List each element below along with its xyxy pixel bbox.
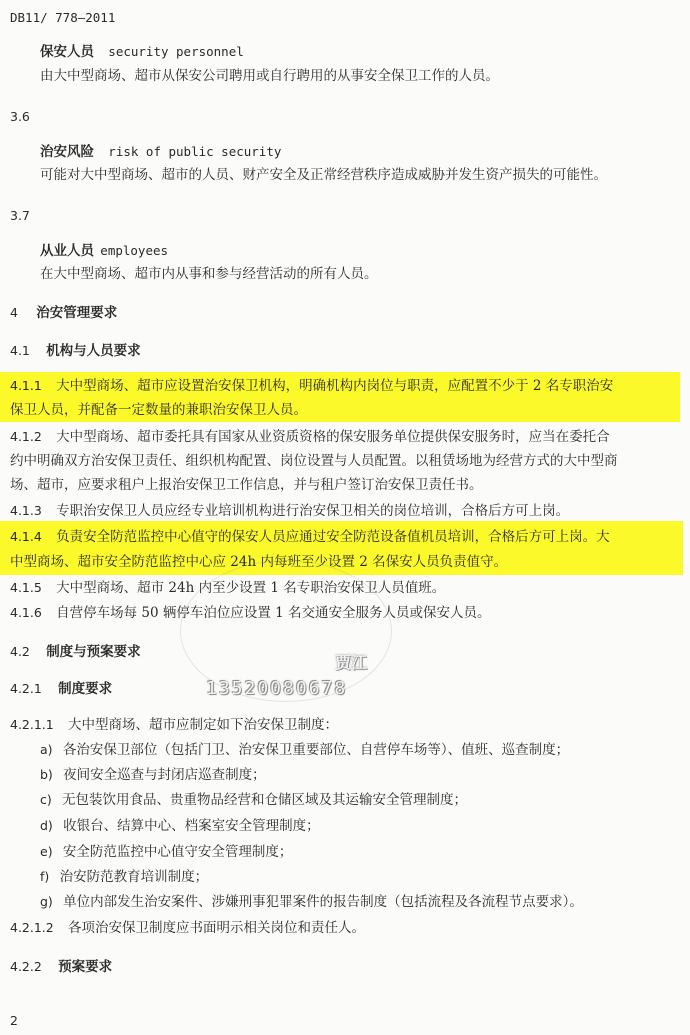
clause-4-1-2-line3: 场、超市，应要求租户上报治安保卫工作信息，并与租户签订治安保卫责任书。 [10, 477, 483, 493]
list-item [40, 868, 208, 886]
list-item [40, 741, 569, 759]
list-item [40, 817, 320, 835]
list-text: 各治安保卫部位（包括门卫、治安保卫重要部位、自营停车场等）、值班、巡查制度； [62, 742, 570, 758]
section-title: 治安管理要求 [36, 305, 118, 321]
section-number: 4.2 [10, 644, 30, 659]
list-label: e) [40, 844, 53, 859]
term-cn-label: 治安风险 [40, 144, 94, 160]
clause-text: 各项治安保卫制度应书面明示相关岗位和责任人。 [68, 920, 366, 936]
term-definition: 可能对大中型商场、超市的人员、财产安全及正常经营秩序造成威胁并发生资产损失的可能性。 [40, 167, 607, 183]
list-item [40, 843, 292, 861]
term-cn-label: 保安人员 [40, 44, 94, 60]
list-text: 安全防范监控中心值守安全管理制度； [62, 844, 293, 860]
clause-4-1-4-line1 [10, 528, 610, 546]
section-number: 4 [10, 305, 18, 320]
list-label: c) [40, 792, 52, 807]
watermark-phone: 13520080678 [206, 678, 348, 699]
term-cn [40, 242, 168, 260]
list-label: a) [40, 742, 53, 757]
clause-number: 4.1.1 [10, 378, 42, 393]
term-definition: 由大中型商场、超市从保安公司聘用或自行聘用的从事安全保卫工作的人员。 [40, 68, 499, 84]
clause-4-2-1-1 [10, 716, 338, 734]
clause-4-1-2-line2: 约中明确双方治安保卫责任、组织机构配置、岗位设置与人员配置。以租赁场地为经营方式的大中型商 [10, 453, 618, 469]
section-heading-4-1 [10, 342, 141, 360]
clause-4-1-4-line2: 中型商场、超市安全防范监控中心应 24h 内每班至少设置 2 名保安人员负责值守。 [10, 554, 508, 570]
term-cn [40, 43, 244, 61]
section-heading-4 [10, 304, 117, 322]
list-text: 治安防范教育培训制度； [59, 869, 209, 885]
clause-text: 大中型商场、超市应制定如下治安保卫制度： [68, 717, 339, 733]
clause-text: 大中型商场、超市 24h 内至少设置 1 名专职治安保卫人员值班。 [56, 580, 446, 596]
clause-text: 负责安全防范监控中心值守的保安人员应通过安全防范设备值机员培训，合格后方可上岗。大 [56, 529, 610, 545]
section-heading-4-2-1 [10, 680, 112, 698]
section-heading-4-2-2 [10, 958, 112, 976]
term-cn-label: 从业人员 [40, 243, 94, 259]
term-en-label: security personnel [108, 44, 244, 59]
section-title: 制度要求 [58, 681, 113, 697]
section-heading-4-2 [10, 643, 141, 661]
clause-4-1-2-line1 [10, 428, 610, 446]
clause-number: 4.1.5 [10, 580, 42, 595]
list-item [40, 893, 583, 911]
list-text: 收银台、结算中心、档案室安全管理制度； [63, 818, 320, 834]
section-title: 机构与人员要求 [46, 343, 141, 359]
section-title: 预案要求 [58, 959, 113, 975]
section-number: 4.2.2 [10, 959, 42, 974]
clause-text: 专职治安保卫人员应经专业培训机构进行治安保卫相关的岗位培训，合格后方可上岗。 [56, 503, 570, 519]
list-item [40, 791, 467, 809]
clause-number: 4.1.2 [10, 429, 42, 444]
clause-number: 4.1.6 [10, 605, 42, 620]
clause-text: 大中型商场、超市应设置治安保卫机构，明确机构内岗位与职责，应配置不少于 2 名专职治安 [56, 378, 614, 394]
term-number: 3.6 [10, 109, 30, 124]
clause-number: 4.1.3 [10, 503, 42, 518]
list-item [40, 766, 266, 784]
section-number: 4.2.1 [10, 681, 42, 696]
clause-text: 大中型商场、超市委托具有国家从业资质资格的保安服务单位提供保安服务时，应当在委托合 [56, 429, 610, 445]
list-text: 夜间安全巡查与封闭店巡查制度； [63, 767, 266, 783]
term-en-label: risk of public security [108, 144, 282, 159]
watermark-name: 贾江 [335, 653, 368, 672]
clause-number: 4.2.1.1 [10, 717, 54, 732]
clause-4-1-1-line1 [10, 377, 613, 395]
list-text: 无包装饮用食品、贵重物品经营和仓储区域及其运输安全管理制度； [62, 792, 468, 808]
doc-code: DB11/ 778—2011 [10, 10, 116, 25]
list-label: b) [40, 767, 53, 782]
section-title: 制度与预案要求 [46, 644, 141, 660]
list-label: g) [40, 894, 53, 909]
term-en-label: employees [100, 243, 169, 258]
clause-number: 4.2.1.2 [10, 920, 54, 935]
clause-4-2-1-2 [10, 919, 365, 937]
page-number: 2 [10, 1013, 18, 1028]
clause-4-1-3 [10, 502, 569, 520]
clause-4-1-1-line2: 保卫人员，并配备一定数量的兼职治安保卫人员。 [10, 402, 307, 418]
term-number: 3.7 [10, 208, 30, 223]
list-text: 单位内部发生治安案件、涉嫌刑事犯罪案件的报告制度（包括流程及各流程节点要求）。 [63, 894, 583, 910]
clause-text: 自营停车场每 50 辆停车泊位应设置 1 名交通安全服务人员或保安人员。 [56, 605, 491, 621]
list-label: f) [40, 869, 50, 884]
term-definition: 在大中型商场、超市内从事和参与经营活动的所有人员。 [40, 266, 378, 282]
clause-number: 4.1.4 [10, 529, 42, 544]
section-number: 4.1 [10, 343, 30, 358]
list-label: d) [40, 818, 53, 833]
term-cn [40, 143, 281, 161]
